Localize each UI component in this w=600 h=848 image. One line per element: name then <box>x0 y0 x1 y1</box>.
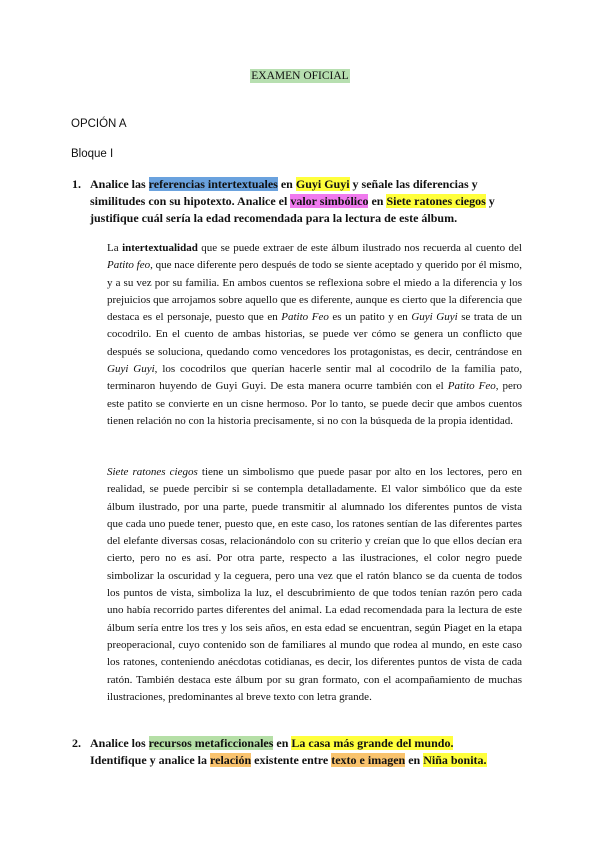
q1-text-1: Analice las <box>90 177 149 191</box>
p1-italic-patito-feo: Patito feo <box>107 259 151 272</box>
q1-highlight-guyi: Guyi Guyi <box>295 177 350 191</box>
q2-highlight-casa: La casa más grande del mundo. <box>291 736 454 750</box>
question-1-number: 1. <box>72 177 81 191</box>
p1-g: es un patito y en <box>328 311 412 324</box>
p2-b: tiene un simbolismo que puede pasar por alto en los lectores, pero en realidad, se puede percibir si se contempla detalladamente. El valor simbólico que da este álbum ilustrado, por una parte, puede transmitir al alumnado los diferentes puntos de vista que cada uno puede tener, puesto que, en este caso, los ratones sentían de las diferentes partes del elefante diversas cosas, relacionándolo con su criterio y creían que lo que ellos decían era cierto, pero no es así. Por otra parte, respecto a las ilustraciones, el color negro puede simbolizar la oscuridad y la ceguera, pero una vez que el ratón blanco se da cuenta de todos los puntos de vista, simboliza la luz, el descubrimiento de que todos tenían razón pero cada uno había recorrido partes diferentes del animal. La edad recomendada para la lectura de este álbum sería entre los tres y los seis años, en esta edad se encuentran, según Piaget en la etapa preoperacional, cuyo contenido son de familiares al mundo que rodea al mundo, en este caso los ratones, conteniendo anécdotas cotidianas, es decir, los diferentes puntos de vista de cada ratón. También destaca este álbum por su gran formato, con el acompañamiento de muchas ilustraciones, predominantes al breve texto con letra grande. <box>107 466 522 703</box>
exam-title-text: EXAMEN OFICIAL <box>251 70 349 82</box>
q1-text-3: y señale las diferencias y similitudes con su hipotexto. Analice el <box>90 177 478 208</box>
q2-text-1: Analice los <box>90 736 149 750</box>
p2-italic-ratones: Siete ratones ciegos <box>107 466 198 478</box>
q1-highlight-ratones: Siete ratones ciegos <box>386 194 486 208</box>
q2-text-2: en <box>273 736 292 750</box>
p1-m: , pero este patito se convierte en un cisne hermoso. Por lo tanto, se puede decir que ambos cuentos tienen relación no con la historia precisamente, si no con la búsqueda de la propia identidad. <box>107 380 522 427</box>
question-1 <box>72 176 510 227</box>
q2-text-5: en <box>405 753 424 767</box>
answer-paragraph-1 <box>107 240 522 430</box>
question-2 <box>72 735 510 769</box>
p1-a: La <box>107 242 123 254</box>
answer-paragraph-2 <box>107 464 522 706</box>
p1-k: , los cocodrilos que querían hacerle sentir mal al cocodrilo de la familia pato, terminaron huyendo de Guyi Guyi. De esta manera ocurre también con el <box>107 363 522 393</box>
q2-highlight-texto-imagen: texto e imagen <box>331 753 406 767</box>
p1-italic-guyi: Guyi Guyi <box>411 311 458 324</box>
q1-highlight-intertextual: referencias intertextuales <box>148 177 278 191</box>
option-heading: OPCIÓN A <box>71 118 127 130</box>
q2-text-3: Identifique y analice la <box>90 753 211 767</box>
p1-italic-guyi-2: Guyi Guyi <box>107 363 155 376</box>
q2-text-4: existente entre <box>251 753 332 767</box>
q2-highlight-nina: Niña bonita. <box>423 753 487 767</box>
q1-text-4: en <box>368 194 387 208</box>
p1-c: que se puede extraer de este álbum ilustrado nos recuerda al cuento del <box>197 242 522 254</box>
p1-e: , que nace diferente pero después de todo se siente aceptado y querido por él mismo, y a su vez por su familia. En ambos cuentos se reflexiona sobre el miedo a la diferencia y los prejuicios que arrojamos sobre aquello que es diferente, aunque es cierto que la diferencia que destaca es el personaje, puesto que en <box>107 259 523 324</box>
exam-title <box>0 70 600 82</box>
q1-text-2: en <box>277 177 296 191</box>
p1-i: se trata de un cocodrilo. En el cuento de ambas historias, se puede ver cómo se genera un conflicto que después se soluciona, quedando como vencedores los protagonistas, es decir, centrándose en <box>107 311 522 358</box>
q2-highlight-relacion: relación <box>210 753 252 767</box>
q1-highlight-symbolic: valor simbólico <box>290 194 369 208</box>
block-heading: Bloque I <box>71 148 114 160</box>
question-2-number: 2. <box>72 736 81 750</box>
q2-highlight-metaficcion: recursos metaficcionales <box>148 736 274 750</box>
p1-italic-patito-feo-3: Patito Feo <box>447 380 496 393</box>
p1-italic-patito-feo-2: Patito Feo <box>281 311 329 324</box>
p1-bold-intertextualidad: intertextualidad <box>122 242 198 254</box>
q1-text-5: y justifique cuál sería la edad recomendada para la lectura de este álbum. <box>90 194 495 225</box>
